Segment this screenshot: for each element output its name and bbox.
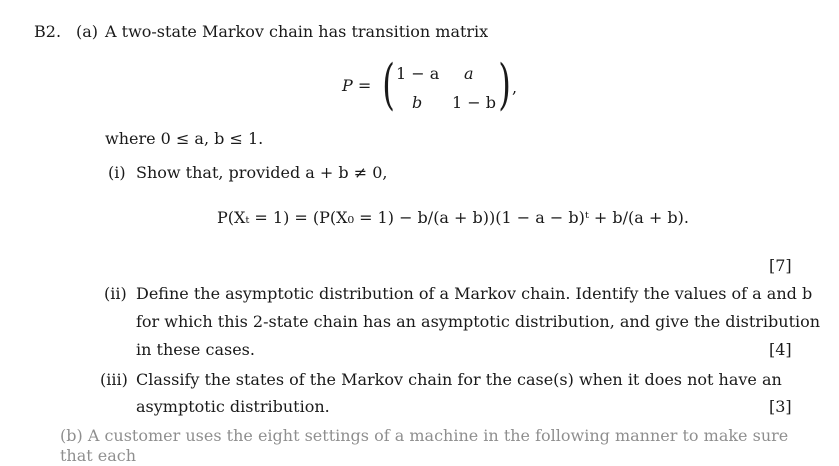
part-i-text: Show that, provided a + b ≠ 0, (136, 163, 388, 182)
matrix-cell-1-2: a (464, 64, 474, 83)
part-a-label: (a) (76, 22, 99, 41)
matrix-left-paren: ( (382, 53, 395, 116)
part-iii-label: (iii) (100, 370, 128, 389)
part-ii-label: (ii) (104, 284, 127, 303)
main-equation: P(Xₜ = 1) = (P(X₀ = 1) − b/(a + b))(1 − a − b)ᵗ + b/(a + b). (217, 208, 689, 227)
marks-part-iii: [3] (769, 397, 792, 416)
matrix-right-paren: ) (498, 53, 511, 116)
matrix-trailing-comma: , (512, 78, 518, 97)
part-iii-line-1: Classify the states of the Markov chain for the case(s) when it does not have an (136, 370, 782, 389)
question-number: B2. (34, 22, 62, 41)
where-constraint: where 0 ≤ a, b ≤ 1. (105, 129, 264, 148)
cutoff-text: (b) A customer uses the eight settings of a machine in the following manner to make sure that each (60, 426, 789, 465)
part-ii-line-1: Define the asymptotic distribution of a Markov chain. Identify the values of a and b (136, 284, 813, 303)
matrix-cell-2-2: 1 − b (452, 93, 496, 112)
matrix-cell-1-1: 1 − a (396, 64, 440, 83)
part-i-label: (i) (108, 163, 126, 182)
part-a-intro: A two-state Markov chain has transition matrix (105, 22, 489, 41)
matrix-lhs: P = (342, 76, 372, 95)
part-iii-line-2: asymptotic distribution. (136, 397, 330, 416)
part-ii-line-2: for which this 2-state chain has an asymptotic distribution, and give the distribution (136, 312, 821, 331)
part-ii-line-3: in these cases. (136, 340, 255, 359)
matrix-cell-2-1: b (412, 93, 423, 112)
marks-part-i: [7] (769, 256, 792, 275)
cutoff-next-part-line (60, 426, 820, 465)
marks-part-ii: [4] (769, 340, 792, 359)
